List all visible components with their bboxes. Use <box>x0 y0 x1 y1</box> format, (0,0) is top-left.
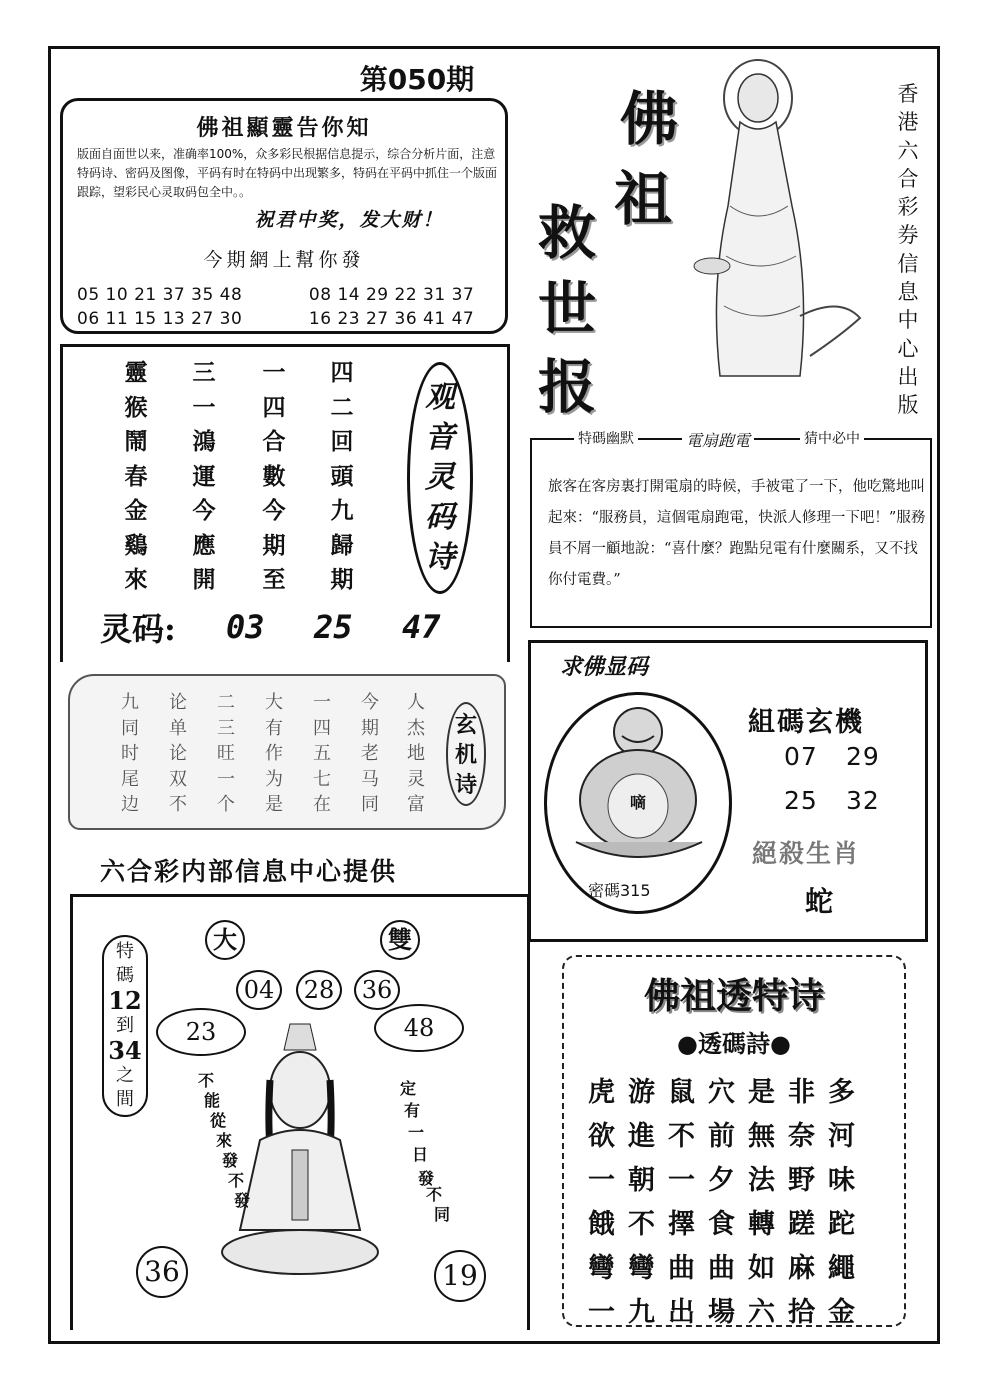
scroll-oval-text <box>448 710 484 800</box>
oval-char: 诗 <box>454 772 477 798</box>
verse-char: 一 <box>408 1123 425 1142</box>
tepoem-title: 佛祖透特诗 <box>643 975 824 1017</box>
oval-char: 玄 <box>454 712 477 738</box>
bottom-left-number: 36 <box>136 1246 188 1298</box>
publisher-char: 出 <box>897 364 919 389</box>
scroll-char: 单 <box>169 717 187 739</box>
scroll-char: 二 <box>217 692 235 713</box>
oval-char: 码 <box>425 500 455 535</box>
right-verse <box>396 1076 456 1236</box>
number-group: 06 11 15 13 27 30 <box>77 309 243 329</box>
title-char: 佛 <box>620 85 679 153</box>
scroll-column <box>302 690 342 818</box>
tepoem-row: 欲進不前無奈河 <box>588 1121 868 1152</box>
side-number: 12 <box>108 986 142 1015</box>
poem-char: 數 <box>262 462 286 490</box>
poem-char: 頭 <box>330 462 354 490</box>
side-number: 34 <box>108 1036 142 1065</box>
scroll-char: 不 <box>169 794 187 815</box>
oval-char: 音 <box>425 420 455 455</box>
kill-zodiac-title: 絕殺生肖 <box>752 839 861 868</box>
poem-char: 今 <box>262 497 286 524</box>
scroll-char: 作 <box>265 743 283 764</box>
combo-number: 32 <box>846 786 880 815</box>
scroll-char: 论 <box>169 692 187 713</box>
notice-box <box>60 98 508 334</box>
poem-char: 運 <box>192 462 216 490</box>
scroll-char: 是 <box>265 794 283 815</box>
side-char: 特 <box>116 941 134 962</box>
scroll-char: 个 <box>217 794 235 815</box>
verse-char: 來 <box>216 1131 233 1150</box>
scroll-char: 杰 <box>407 717 425 739</box>
verse-char: 能 <box>204 1091 221 1110</box>
lingma-number: 03 <box>226 608 265 646</box>
scroll-char: 边 <box>121 794 139 815</box>
poem-char: 期 <box>330 566 354 593</box>
side-char: 到 <box>116 1015 134 1036</box>
scroll-char: 为 <box>265 768 283 790</box>
scroll-char: 灵 <box>407 768 425 790</box>
verse-char: 從 <box>210 1111 227 1130</box>
scroll-char: 论 <box>169 743 187 764</box>
poem-char: 三 <box>192 359 216 386</box>
bottom-right-number: 19 <box>434 1250 486 1302</box>
poem-char: 春 <box>124 462 148 490</box>
guanyin-standing-illustration <box>690 56 880 396</box>
combo-number: 25 <box>784 786 818 815</box>
publisher-vertical-text <box>890 80 926 420</box>
number-group: 08 14 29 22 31 37 <box>308 285 475 305</box>
verse-char: 發 <box>234 1191 251 1210</box>
oval-char: 机 <box>454 742 477 768</box>
tepoem-row: 虎游鼠穴是非多 <box>588 1077 868 1108</box>
poem-char: 一 <box>262 359 286 386</box>
poem-char: 猴 <box>124 393 148 421</box>
lingma-number: 47 <box>402 608 441 646</box>
poem-char: 四 <box>330 359 354 386</box>
scroll-column <box>254 690 294 818</box>
top-number: 36 <box>354 970 400 1010</box>
scroll-char: 人 <box>407 692 425 713</box>
side-text <box>102 940 148 1112</box>
provider-text: 六合彩内部信息中心提供 <box>100 857 398 886</box>
notice-title: 佛祖顯靈告你知 <box>196 115 372 141</box>
number-row <box>77 309 474 329</box>
tepoem-row: 餓不擇食轉蹉跎 <box>588 1209 868 1240</box>
scroll-char: 同 <box>361 794 379 815</box>
right-number: 48 <box>374 1004 464 1052</box>
poem-char: 靈 <box>124 359 148 386</box>
scroll-char: 大 <box>265 692 283 713</box>
left-verse <box>182 1068 252 1218</box>
poem-char: 開 <box>192 566 216 593</box>
scroll-char: 五 <box>313 743 331 764</box>
poem-char: 回 <box>330 428 354 455</box>
title-char: 祖 <box>614 165 673 233</box>
scroll-char: 三 <box>217 717 235 739</box>
joke-header-left: 特碼幽默 <box>574 428 638 448</box>
publisher-char: 券 <box>897 223 919 248</box>
notice-online-label: 今期網上幫你發 <box>203 249 365 271</box>
scroll-char: 时 <box>121 743 139 764</box>
buddha-mouth-char: 嘀 <box>630 793 647 812</box>
publisher-char: 心 <box>897 336 919 361</box>
oval-char: 诗 <box>425 540 455 575</box>
verse-char: 不 <box>198 1071 215 1090</box>
kill-zodiac-animal: 蛇 <box>805 885 834 918</box>
poem-char: 一 <box>192 393 216 421</box>
poem-oval-text <box>418 378 462 578</box>
number-row <box>77 285 474 305</box>
scroll-column <box>396 690 436 818</box>
oval-char: 灵 <box>425 460 455 495</box>
scroll-char: 四 <box>313 717 331 739</box>
scroll-column <box>206 690 246 818</box>
tepoem-row: 彎彎曲曲如麻繩 <box>588 1253 868 1284</box>
mima-text: 密碼315 <box>588 881 651 900</box>
joke-body: 旅客在客房裏打開電扇的時候，手被電了一下，他吃驚地叫起來：“服務員，這個電扇跑電，快派人修理一下吧！”服務員不屑一顧地說：“喜什麼？跑點兒電有什麼關系，又不找你付電費。” <box>548 479 926 588</box>
publisher-char: 合 <box>897 166 919 191</box>
left-number: 23 <box>156 1008 246 1056</box>
verse-char: 發 <box>222 1151 239 1170</box>
joke-header-mid: 電扇跑電 <box>682 428 754 451</box>
poem-char: 鴻 <box>192 428 216 455</box>
publisher-char: 彩 <box>897 195 919 220</box>
combo-number: 07 <box>784 742 818 771</box>
combo-title: 組碼玄機 <box>748 707 864 738</box>
scroll-char: 同 <box>121 717 139 739</box>
poem-column <box>184 356 224 598</box>
poem-column <box>322 356 362 598</box>
scroll-char: 双 <box>169 768 187 790</box>
scroll-char: 地 <box>407 743 425 764</box>
lingma-label: 灵码: <box>100 610 176 648</box>
poem-column <box>254 356 294 598</box>
buddha-arc-text: 求佛显码 <box>560 654 649 680</box>
poem-char: 歸 <box>330 531 354 559</box>
lingma-number: 25 <box>314 608 353 646</box>
scroll-char: 马 <box>361 768 379 790</box>
verse-char: 日 <box>412 1145 429 1164</box>
scroll-char: 尾 <box>121 768 139 790</box>
poem-char: 應 <box>192 531 216 559</box>
number-group: 16 23 27 36 41 47 <box>308 309 475 329</box>
verse-char: 發 <box>418 1169 435 1188</box>
publisher-char: 中 <box>897 308 919 333</box>
poem-char: 鷄 <box>124 531 148 559</box>
verse-char: 定 <box>400 1079 417 1098</box>
combo-number: 29 <box>846 742 880 771</box>
oval-char: 观 <box>425 380 455 415</box>
laughing-buddha-illustration <box>566 702 712 864</box>
tepoem-row: 一九出場六拾金 <box>588 1297 868 1328</box>
scroll-char: 九 <box>121 692 139 713</box>
poem-char: 鬧 <box>124 428 148 455</box>
scroll-char: 老 <box>361 743 379 764</box>
title-char: 世 <box>538 275 597 343</box>
poem-char: 來 <box>124 566 148 593</box>
verse-char: 不 <box>426 1185 443 1204</box>
poem-char: 四 <box>262 393 286 421</box>
verse-char: 有 <box>404 1101 421 1120</box>
scroll-column <box>158 690 198 818</box>
joke-header <box>530 428 932 448</box>
poem-char: 合 <box>262 428 286 455</box>
joke-header-right: 猜中必中 <box>800 428 864 448</box>
verse-char: 同 <box>434 1205 451 1224</box>
tepoem-subtitle: ●透碼詩● <box>677 1029 791 1058</box>
issue-number: 第050期 <box>359 63 475 96</box>
title-char: 救 <box>538 199 597 267</box>
scroll-char: 在 <box>313 794 331 815</box>
poem-char: 金 <box>124 497 148 524</box>
publisher-char: 港 <box>897 110 919 135</box>
scroll-column <box>350 690 390 818</box>
scroll-char: 有 <box>265 717 283 739</box>
scroll-char: 旺 <box>217 743 235 764</box>
notice-wish: 祝君中奖，发大财！ <box>254 209 444 231</box>
poem-char: 二 <box>330 393 354 421</box>
scroll-char: 一 <box>313 692 331 713</box>
poem-char: 九 <box>330 497 354 524</box>
publisher-char: 六 <box>897 138 919 163</box>
notice-body: 版面自面世以来，准确率100%，众多彩民根据信息提示，综合分析片面，注意特码诗、密码及图像，平码有时在特码中出现繁多，特码在平码中抓住一个版面跟踪，望彩民心灵取码包全中。。 <box>77 147 498 199</box>
double-circle: 雙 <box>380 920 420 960</box>
poem-char: 至 <box>262 566 286 593</box>
publisher-char: 香 <box>897 82 919 106</box>
publisher-char: 版 <box>897 393 919 418</box>
tepoem-row: 一朝一夕法野味 <box>588 1165 868 1196</box>
publisher-char: 信 <box>897 251 919 276</box>
scroll-char: 一 <box>217 768 235 790</box>
side-char: 間 <box>116 1089 134 1110</box>
poem-char: 期 <box>262 531 286 559</box>
top-number: 04 <box>236 970 282 1010</box>
scroll-char: 今 <box>361 692 379 713</box>
poem-column <box>116 356 156 598</box>
scroll-column <box>110 690 150 818</box>
scroll-char: 七 <box>313 768 331 790</box>
top-number: 28 <box>296 970 342 1010</box>
scroll-char: 期 <box>361 717 379 739</box>
publisher-char: 息 <box>897 280 919 305</box>
number-group: 05 10 21 37 35 48 <box>77 285 243 305</box>
verse-char: 不 <box>228 1171 245 1190</box>
big-circle: 大 <box>205 920 245 960</box>
poem-char: 今 <box>192 497 216 524</box>
side-char: 之 <box>116 1065 134 1086</box>
title-char: 报 <box>538 353 597 421</box>
side-char: 碼 <box>116 965 134 986</box>
scroll-char: 富 <box>407 794 425 815</box>
